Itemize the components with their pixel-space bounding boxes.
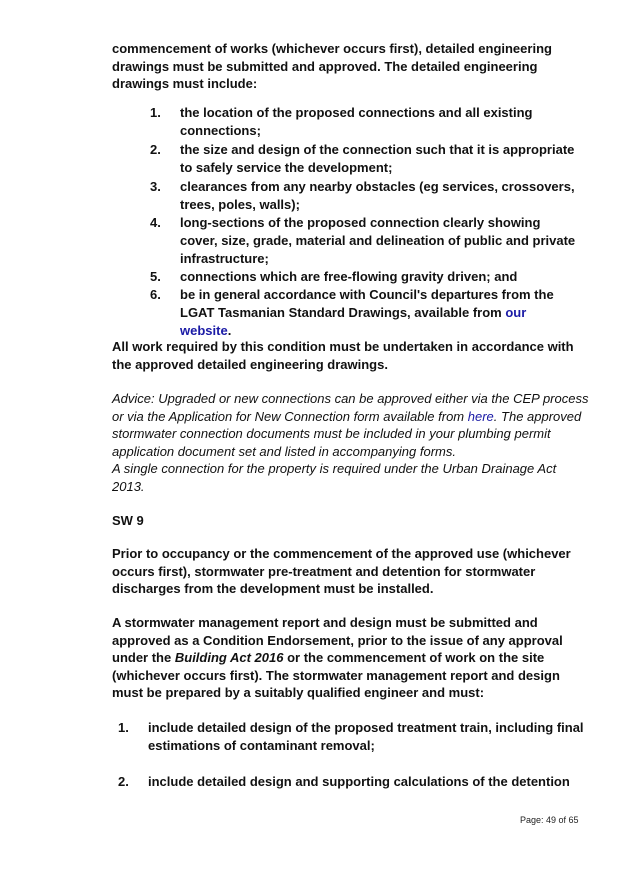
list-number: 4. [150, 215, 161, 230]
sw9-text: A stormwater management report and design must be submitted and approved as a Condition Endorsement, prior to the issue of any approval under the [112, 615, 563, 665]
advice-paragraph [112, 390, 592, 495]
list-number: 2. [118, 774, 129, 789]
advice-text: Advice: Upgraded or new connections can be approved either via the CEP process or via the Application for New Connection form available from [112, 391, 589, 424]
list-number: 2. [150, 142, 161, 157]
list-text: long-sections of the proposed connection clearly showing cover, size, grade, material and delineation of public and private infrastructure; [180, 215, 576, 266]
list-text-end: . [227, 323, 232, 338]
list-number: 6. [150, 287, 161, 302]
list-text: the size and design of the connection such that it is appropriate to safely service the development; [180, 142, 575, 175]
section-heading: SW 9 [112, 513, 144, 528]
list-text-main: be in general accordance with Council's departures from the LGAT Tasmanian Standard Drawings, available from [180, 287, 554, 320]
list-text: the location of the proposed connections and all existing connections; [180, 105, 533, 138]
act-name: Building Act 2016 [174, 650, 284, 665]
list-number: 3. [150, 179, 161, 194]
list-text: clearances from any nearby obstacles (eg services, crossovers, trees, poles, walls); [180, 179, 575, 212]
list-text: connections which are free-flowing gravity driven; and [180, 269, 518, 284]
list-number: 5. [150, 269, 161, 284]
website-link[interactable]: our website [180, 305, 527, 338]
list-text [180, 286, 580, 340]
page-number: Page: 49 of 65 [520, 815, 579, 825]
intro-paragraph: commencement of works (whichever occurs first), detailed engineering drawings must be submitted and approved. The detailed engineering drawings must include: [112, 41, 552, 91]
list-text: include detailed design and supporting calculations of the detention [148, 774, 570, 789]
advice-text-cont: . The approved stormwater connection documents must be included in your plumbing permit application document set and listed in accompanying forms. [112, 408, 582, 459]
list-number: 1. [150, 105, 161, 120]
list-text: include detailed design of the proposed treatment train, including final estimations of contaminant removal; [148, 720, 584, 753]
sw9-paragraph-2 [112, 614, 587, 702]
advice-text-line2: A single connection for the property is required under the Urban Drainage Act 2013. [112, 461, 557, 494]
all-work-paragraph: All work required by this condition must be undertaken in accordance with the approved detailed engineering drawings. [112, 339, 574, 372]
sw9-text-cont: or the commencement of work on the site (whichever occurs first). The stormwater management report and design must be prepared by a suitably qualified engineer and must: [112, 650, 560, 700]
sw9-paragraph-1: Prior to occupancy or the commencement of the approved use (whichever occurs first), stormwater pre-treatment and detention for stormwater discharges from the development must be installed. [112, 546, 571, 596]
list-number: 1. [118, 720, 129, 735]
here-link[interactable]: here [467, 408, 494, 424]
